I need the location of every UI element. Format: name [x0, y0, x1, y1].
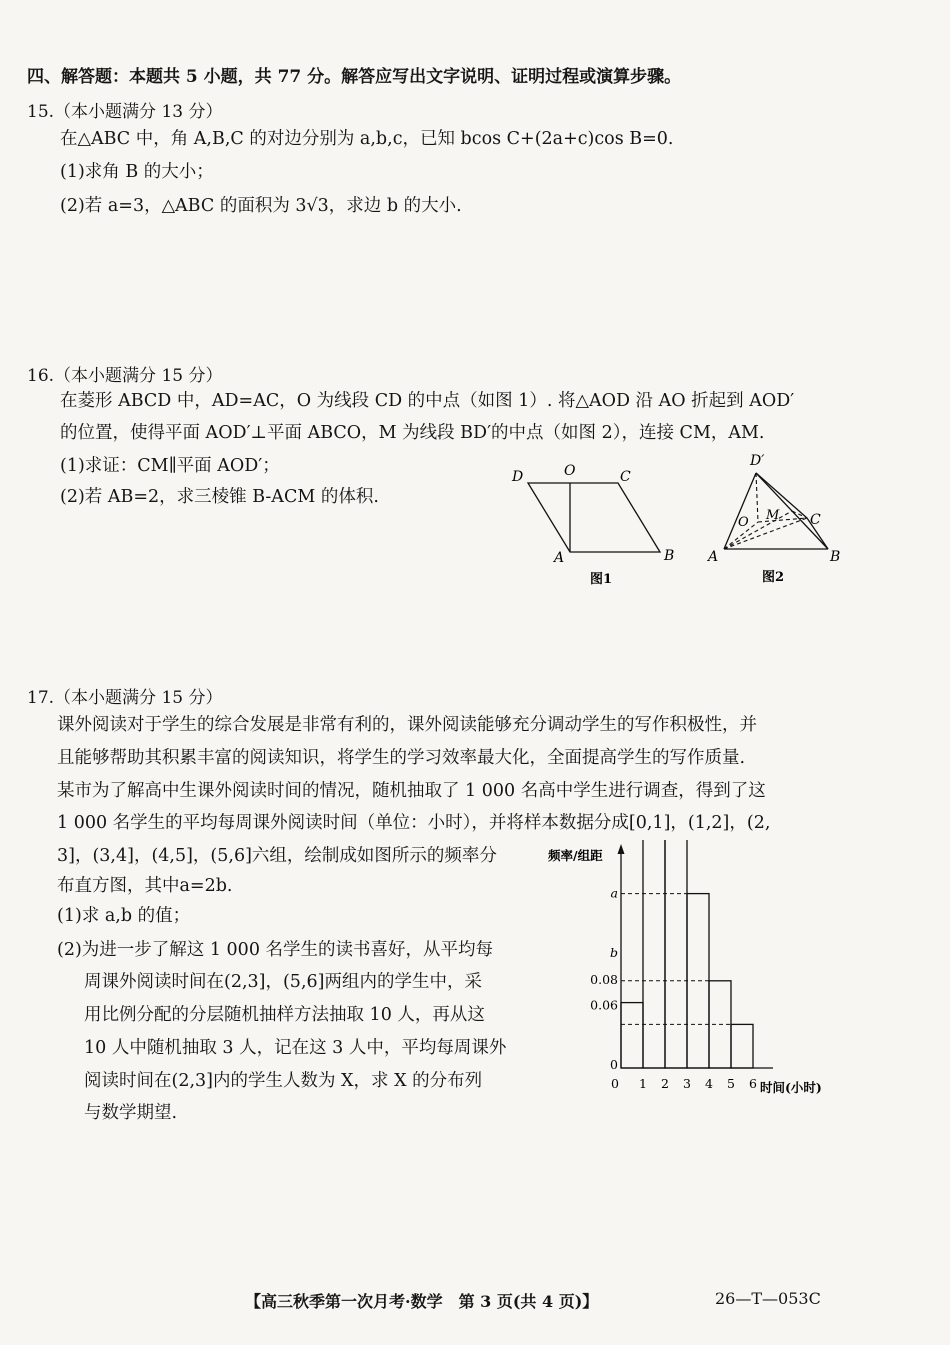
label-D-prime: D′: [750, 453, 765, 469]
x-tick-label: 2: [661, 1076, 669, 1091]
x-tick-label: 4: [705, 1076, 713, 1091]
q17-line-3: 某市为了解高中生课外阅读时间的情况，随机抽取了 1 000 名高中学生进行调查，得到了这: [57, 781, 766, 801]
q17-part2-line-2: 周课外阅读时间在(2,3]，(5,6]两组内的学生中，采: [84, 972, 482, 992]
q17-line-4: 1 000 名学生的平均每周课外阅读时间（单位：小时），并将样本数据分成[0,1]，(1,2]，(2,: [57, 813, 771, 833]
label-D: D: [512, 469, 524, 485]
histogram-bar: [731, 1024, 753, 1068]
q15-header: 15.（本小题满分 13 分）: [27, 102, 223, 122]
y-axis-arrow: [618, 844, 625, 854]
label-O: O: [738, 515, 749, 530]
q15-part1: (1)求角 B 的大小；: [60, 162, 214, 182]
q17-line-1: 课外阅读对于学生的综合发展是非常有利的，课外阅读能够充分调动学生的写作积极性，并: [57, 715, 757, 735]
q16-part1: (1)求证：CM∥平面 AOD′；: [60, 456, 280, 476]
x-axis-label: 时间(小时): [760, 1080, 822, 1095]
label-A: A: [554, 550, 565, 566]
label-C: C: [810, 512, 821, 528]
rhombus-outline: [528, 483, 660, 552]
footer-code: 26—T—053C: [715, 1289, 821, 1308]
x-tick-label: 3: [683, 1076, 691, 1091]
q17-line-6: 布直方图，其中a=2b.: [57, 876, 233, 896]
x-tick-label: 6: [749, 1076, 757, 1091]
q17-part2-line-6: 与数学期望.: [84, 1103, 178, 1123]
q17-part2-line-3: 用比例分配的分层随机抽样方法抽取 10 人，再从这: [84, 1005, 485, 1025]
section-title: 四、解答题：本题共 5 小题，共 77 分。解答应写出文字说明、证明过程或演算步骤。: [27, 67, 682, 87]
q15-stem: 在△ABC 中，角 A,B,C 的对边分别为 a,b,c，已知 bcos C+(2a+c)cos B=0.: [60, 129, 674, 149]
edge-AD: [724, 473, 756, 549]
frequency-histogram: [540, 840, 840, 1105]
y-tick-label: a: [610, 885, 618, 901]
label-A: A: [708, 549, 719, 565]
q16-header: 16.（本小题满分 15 分）: [27, 366, 223, 386]
segment-DO: [756, 473, 758, 522]
q15-part2: (2)若 a=3，△ABC 的面积为 3√3，求边 b 的大小.: [60, 196, 462, 216]
label-C: C: [620, 469, 631, 485]
q17-line-2: 且能够帮助其积累丰富的阅读知识，将学生的学习效率最大化，全面提高学生的写作质量.: [57, 748, 746, 768]
y-tick-label: 0.08: [590, 971, 618, 987]
q16-part2: (2)若 AB=2，求三棱锥 B-ACM 的体积.: [60, 487, 379, 507]
figure-1-rhombus: [500, 455, 690, 595]
figure-2-pyramid: [700, 448, 850, 593]
histogram-bar: [643, 840, 665, 1068]
q16-stem-line2: 的位置，使得平面 AOD′⊥平面 ABCO，M 为线段 BD′的中点（如图 2），连接 CM，AM.: [60, 423, 765, 443]
label-B: B: [664, 548, 675, 564]
y-axis-label: 频率/组距: [548, 848, 603, 863]
footer-page-info: 【高三秋季第一次月考·数学 第 3 页(共 4 页)】: [245, 1292, 599, 1311]
q17-part2-line-1: (2)为进一步了解这 1 000 名学生的读书喜好，从平均每: [57, 940, 494, 960]
y-tick-label: 0.06: [590, 997, 618, 1013]
q17-line-5: 3]，(3,4]，(4,5]，(5,6]六组，绘制成如图所示的频率分: [57, 846, 497, 866]
q16-stem-line1: 在菱形 ABCD 中，AD=AC，O 为线段 CD 的中点（如图 1）. 将△AOD 沿 AO 折起到 AOD′: [60, 391, 795, 411]
histogram-bar: [621, 1003, 643, 1068]
edge-CD: [756, 473, 807, 518]
q17-part1: (1)求 a,b 的值；: [57, 906, 191, 926]
q17-part2-line-5: 阅读时间在(2,3]内的学生人数为 X，求 X 的分布列: [84, 1071, 483, 1091]
x-tick-label: 0: [611, 1076, 619, 1091]
x-tick-label: 1: [639, 1076, 647, 1091]
figure-1-caption: 图1: [590, 572, 613, 587]
histogram-bar: [665, 840, 687, 1068]
y-tick-label: 0: [610, 1057, 618, 1072]
figure-2-caption: 图2: [762, 570, 785, 585]
q17-part2-line-4: 10 人中随机抽取 3 人，记在这 3 人中，平均每周课外: [84, 1038, 507, 1058]
x-tick-label: 5: [727, 1076, 735, 1091]
q17-header: 17.（本小题满分 15 分）: [27, 688, 223, 708]
label-O: O: [564, 463, 576, 479]
y-tick-label: b: [609, 945, 618, 960]
label-M: M: [766, 508, 780, 523]
label-B: B: [830, 549, 841, 565]
